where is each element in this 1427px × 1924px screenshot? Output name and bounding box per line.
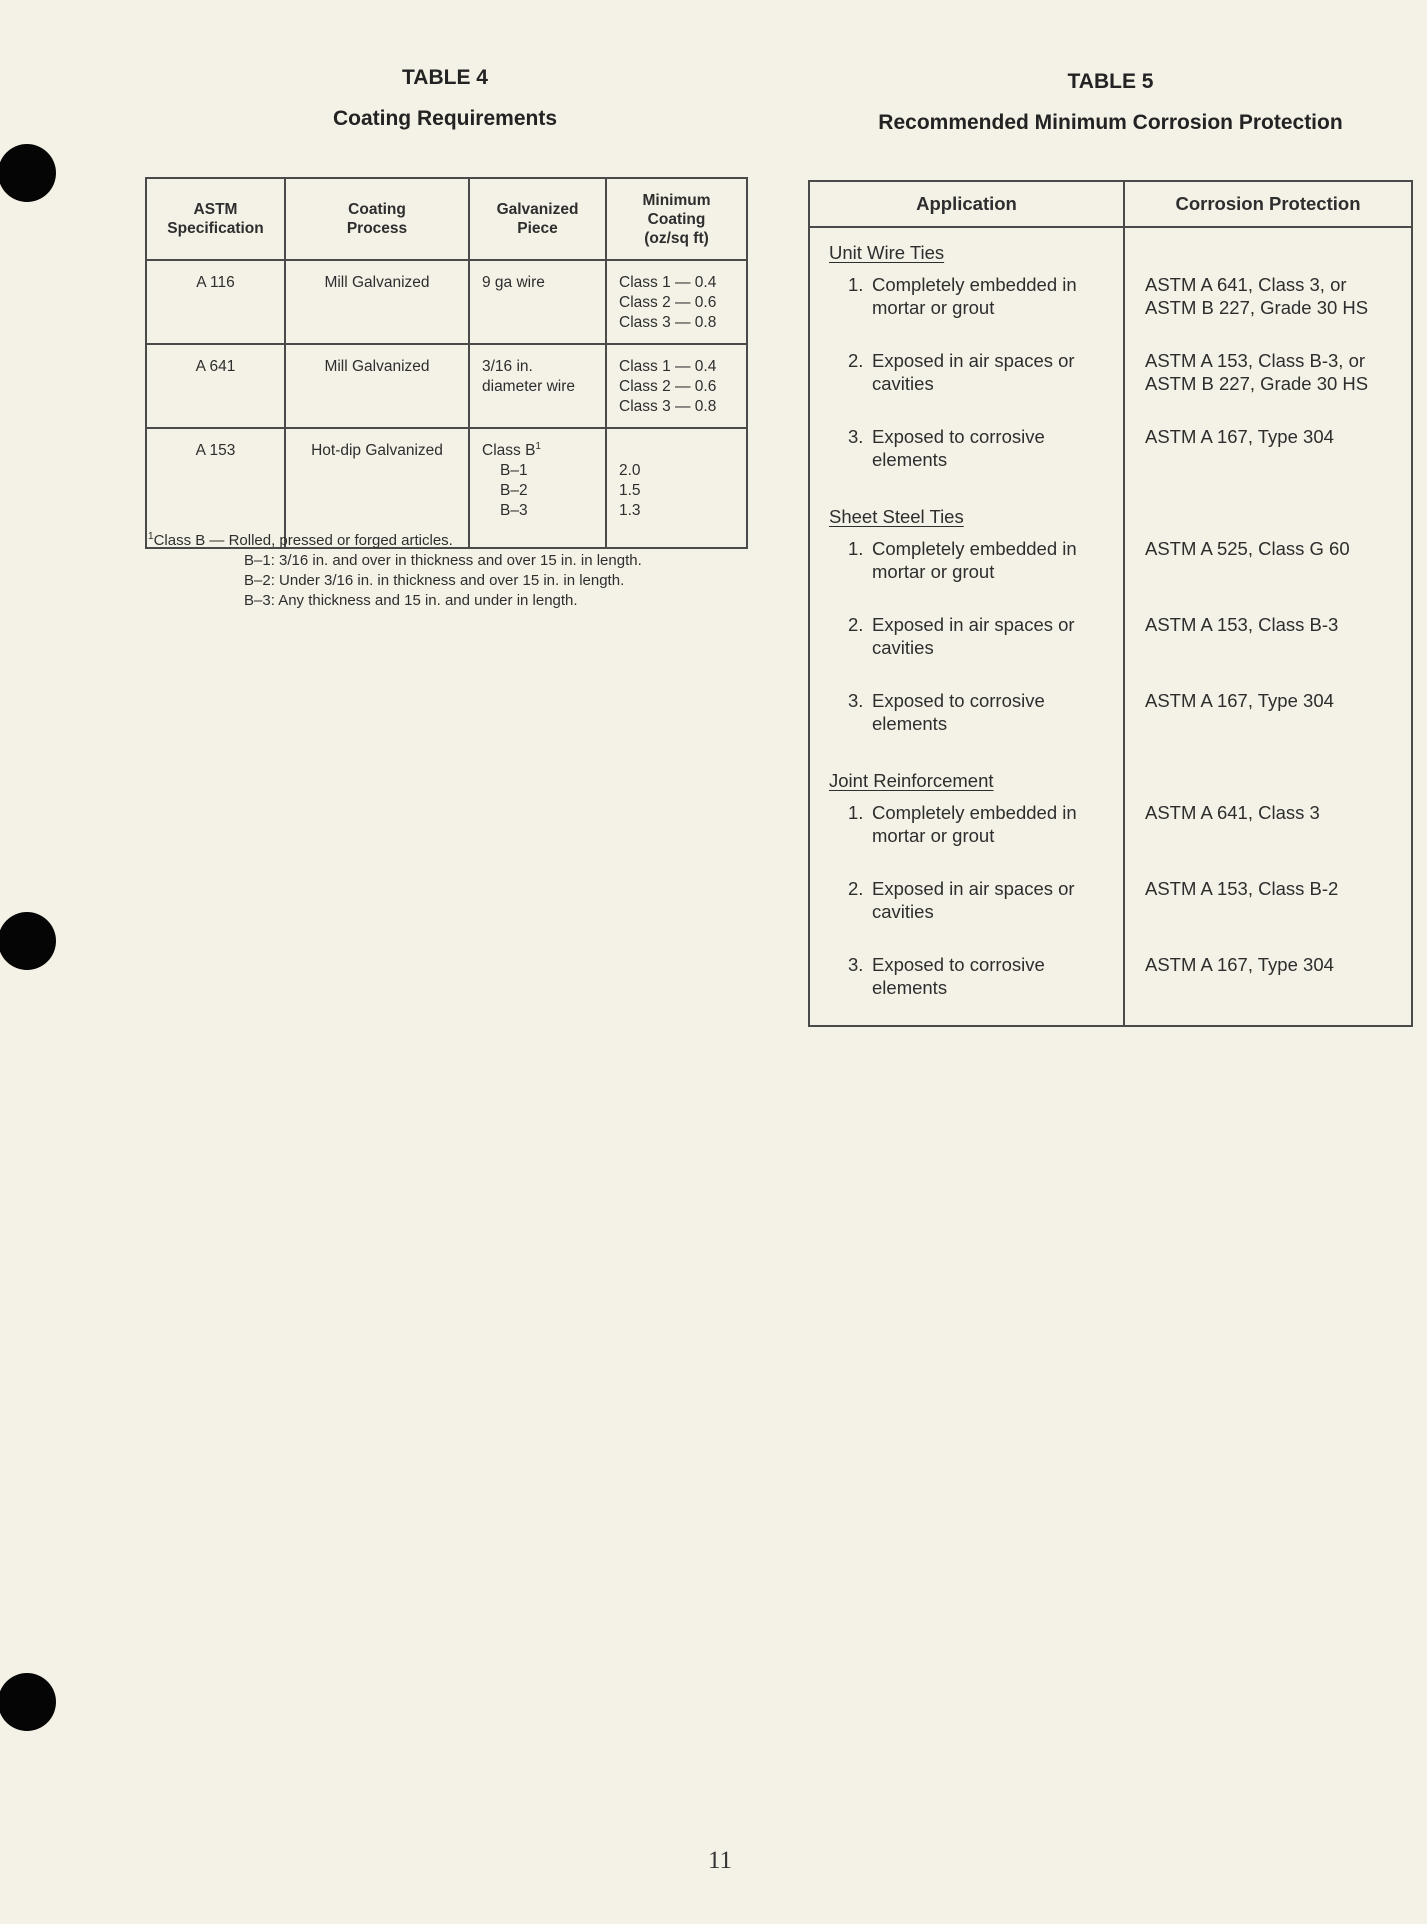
application-text: Exposed to corrosive elements <box>872 690 1045 734</box>
section-title: Unit Wire Ties <box>829 242 945 263</box>
binder-hole-bottom <box>0 1673 56 1731</box>
item-number: 2. <box>848 878 864 899</box>
protection-text: ASTM A 641, Class 3 <box>1124 792 1412 868</box>
item-number: 2. <box>848 614 864 635</box>
coating-requirements-table <box>145 177 748 549</box>
table-row <box>809 416 1412 492</box>
corrosion-protection-table <box>808 180 1413 1027</box>
table5-title: Recommended Minimum Corrosion Protection <box>878 111 1343 134</box>
section-row <box>809 492 1412 528</box>
protection-text: ASTM A 167, Type 304 <box>1124 944 1412 1026</box>
application-text: Exposed to corrosive elements <box>872 954 1045 998</box>
table5-label: TABLE 5 <box>1067 70 1154 93</box>
binder-hole-middle <box>0 912 56 970</box>
table-row <box>809 944 1412 1026</box>
footnote-line: B–2: Under 3/16 in. in thickness and over 15 in. in length. <box>244 572 625 589</box>
table-row <box>809 868 1412 944</box>
cell-piece: 3/16 in. diameter wire <box>469 344 606 428</box>
piece-subclasses: B–1 B–2 B–3 <box>500 462 528 519</box>
table4-label: TABLE 4 <box>402 66 488 89</box>
cell-spec: A 116 <box>146 260 285 344</box>
footnote-ref: 1 <box>535 440 541 452</box>
cell-coating: Class 1 — 0.4 Class 2 — 0.6 Class 3 — 0.8 <box>606 260 747 344</box>
section-title: Joint Reinforcement <box>829 770 994 791</box>
application-text: Completely embedded in mortar or grout <box>872 538 1077 582</box>
cell-process: Hot-dip Galvanized <box>285 428 469 548</box>
item-number: 1. <box>848 538 864 559</box>
cell-spec: A 641 <box>146 344 285 428</box>
table4-title: Coating Requirements <box>332 107 558 130</box>
cell-coating: 2.0 1.5 1.3 <box>606 428 747 548</box>
page-number: 11 <box>707 1847 733 1874</box>
section-title: Sheet Steel Ties <box>829 506 964 527</box>
protection-text: ASTM A 167, Type 304 <box>1124 416 1412 492</box>
footnote-line: B–3: Any thickness and 15 in. and under in length. <box>244 592 578 609</box>
header-astm-spec: ASTM Specification <box>146 178 285 260</box>
application-text: Exposed in air spaces or cavities <box>872 350 1075 394</box>
table-row <box>809 340 1412 416</box>
table-row <box>146 428 747 548</box>
table-row <box>146 260 747 344</box>
cell-process: Mill Galvanized <box>285 260 469 344</box>
application-text: Exposed in air spaces or cavities <box>872 614 1075 658</box>
cell-process: Mill Galvanized <box>285 344 469 428</box>
application-text: Completely embedded in mortar or grout <box>872 274 1077 318</box>
header-minimum-coating: Minimum Coating (oz/sq ft) <box>606 178 747 260</box>
protection-text: ASTM A 167, Type 304 <box>1124 680 1412 756</box>
protection-text: ASTM A 153, Class B-3 <box>1124 604 1412 680</box>
item-number: 3. <box>848 426 864 447</box>
header-coating-process: Coating Process <box>285 178 469 260</box>
item-number: 1. <box>848 274 864 295</box>
protection-text: ASTM A 525, Class G 60 <box>1124 528 1412 604</box>
table-row <box>809 680 1412 756</box>
footnote-line: Class B — Rolled, pressed or forged articles. <box>153 532 453 549</box>
table5-header-row <box>809 181 1412 227</box>
application-text: Completely embedded in mortar or grout <box>872 802 1077 846</box>
item-number: 2. <box>848 350 864 371</box>
application-text: Exposed to corrosive elements <box>872 426 1045 470</box>
protection-text: ASTM A 153, Class B-3, or ASTM B 227, Grade 30 HS <box>1124 340 1412 416</box>
table-row <box>809 792 1412 868</box>
item-number: 3. <box>848 690 864 711</box>
application-text: Exposed in air spaces or cavities <box>872 878 1075 922</box>
footnote-line: B–1: 3/16 in. and over in thickness and over 15 in. in length. <box>244 552 642 569</box>
binder-hole-top <box>0 144 56 202</box>
table-row <box>809 264 1412 340</box>
table-row <box>809 604 1412 680</box>
protection-text: ASTM A 153, Class B-2 <box>1124 868 1412 944</box>
piece-class-label: Class B <box>482 442 536 459</box>
cell-spec: A 153 <box>146 428 285 548</box>
section-row <box>809 756 1412 792</box>
table-row <box>146 344 747 428</box>
table4-footnote <box>148 531 642 611</box>
header-corrosion-protection: Corrosion Protection <box>1124 181 1412 227</box>
cell-coating: Class 1 — 0.4 Class 2 — 0.6 Class 3 — 0.8 <box>606 344 747 428</box>
header-galvanized-piece: Galvanized Piece <box>469 178 606 260</box>
section-row <box>809 227 1412 264</box>
item-number: 3. <box>848 954 864 975</box>
protection-text: ASTM A 641, Class 3, or ASTM B 227, Grade 30 HS <box>1124 264 1412 340</box>
table4-header-row <box>146 178 747 260</box>
table-row <box>809 528 1412 604</box>
item-number: 1. <box>848 802 864 823</box>
cell-piece <box>469 428 606 548</box>
header-application: Application <box>809 181 1124 227</box>
cell-piece: 9 ga wire <box>469 260 606 344</box>
footnote-mark: 1 <box>148 531 154 542</box>
